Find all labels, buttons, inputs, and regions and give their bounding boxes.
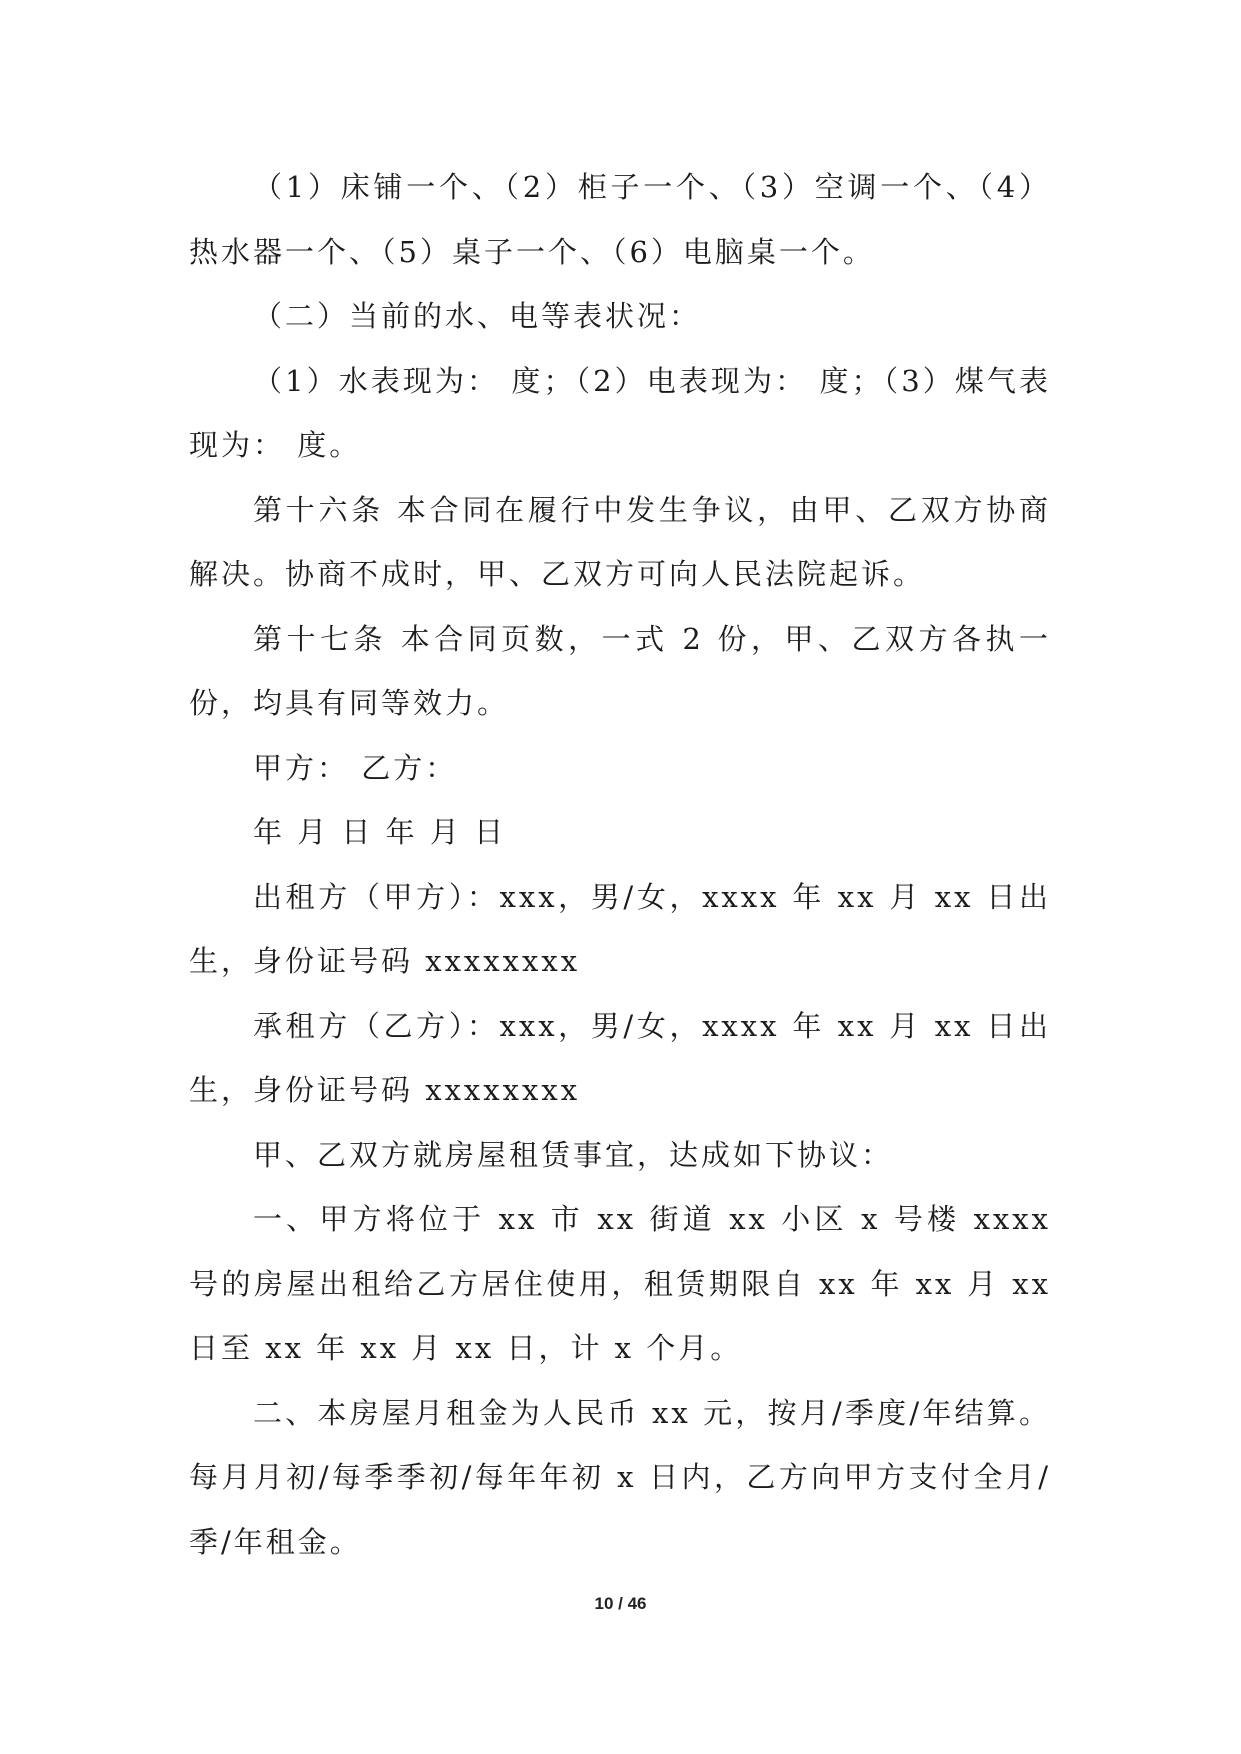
paragraph-signature-parties: 甲方： 乙方： bbox=[253, 750, 458, 785]
paragraph-article-16: 第十六条 本合同在履行中发生争议，由甲、乙双方协商解决。协商不成时，甲、乙双方可向人民法院起诉。 bbox=[189, 492, 1051, 591]
paragraph-clause-1: 一、甲方将位于 xx 市 xx 街道 xx 小区 x 号楼 xxxx 号的房屋出租给乙方居住使用，租赁期限自 xx 年 xx 月 xx 日至 xx 年 xx 月 xx 日，计 x 个月。 bbox=[189, 1202, 1051, 1365]
paragraph-lessee: 承租方（乙方）：xxx，男/女，xxxx 年 xx 月 xx 日出生，身份证号码 xxxxxxxx bbox=[189, 1008, 1051, 1107]
paragraph-article-17: 第十七条 本合同页数，一式 2 份，甲、乙双方各执一份，均具有同等效力。 bbox=[189, 621, 1051, 720]
paragraph-meter-readings: （1）水表现为： 度；（2）电表现为： 度；（3）煤气表现为： 度。 bbox=[189, 363, 1051, 462]
paragraph-meter-heading: （二）当前的水、电等表状况： bbox=[253, 299, 702, 333]
page-number: 10 / 46 bbox=[594, 1594, 647, 1613]
paragraph-agreement-intro: 甲、乙双方就房屋租赁事宜，达成如下协议： bbox=[253, 1137, 894, 1172]
paragraph-furniture-list: （1）床铺一个、（2）柜子一个、（3）空调一个、（4）热水器一个、（5）桌子一个、（6）电脑桌一个。 bbox=[189, 170, 1051, 269]
paragraph-signature-dates: 年 月 日 年 月 日 bbox=[253, 815, 507, 849]
paragraph-lessor: 出租方（甲方）：xxx，男/女，xxxx 年 xx 月 xx 日出生，身份证号码 xxxxxxxx bbox=[189, 879, 1051, 978]
paragraph-clause-2: 二、本房屋月租金为人民币 xx 元，按月/季度/年结算。每月月初/每季季初/每年年初 x 日内，乙方向甲方支付全月/季/年租金。 bbox=[189, 1395, 1051, 1559]
document-body bbox=[189, 155, 1051, 1574]
